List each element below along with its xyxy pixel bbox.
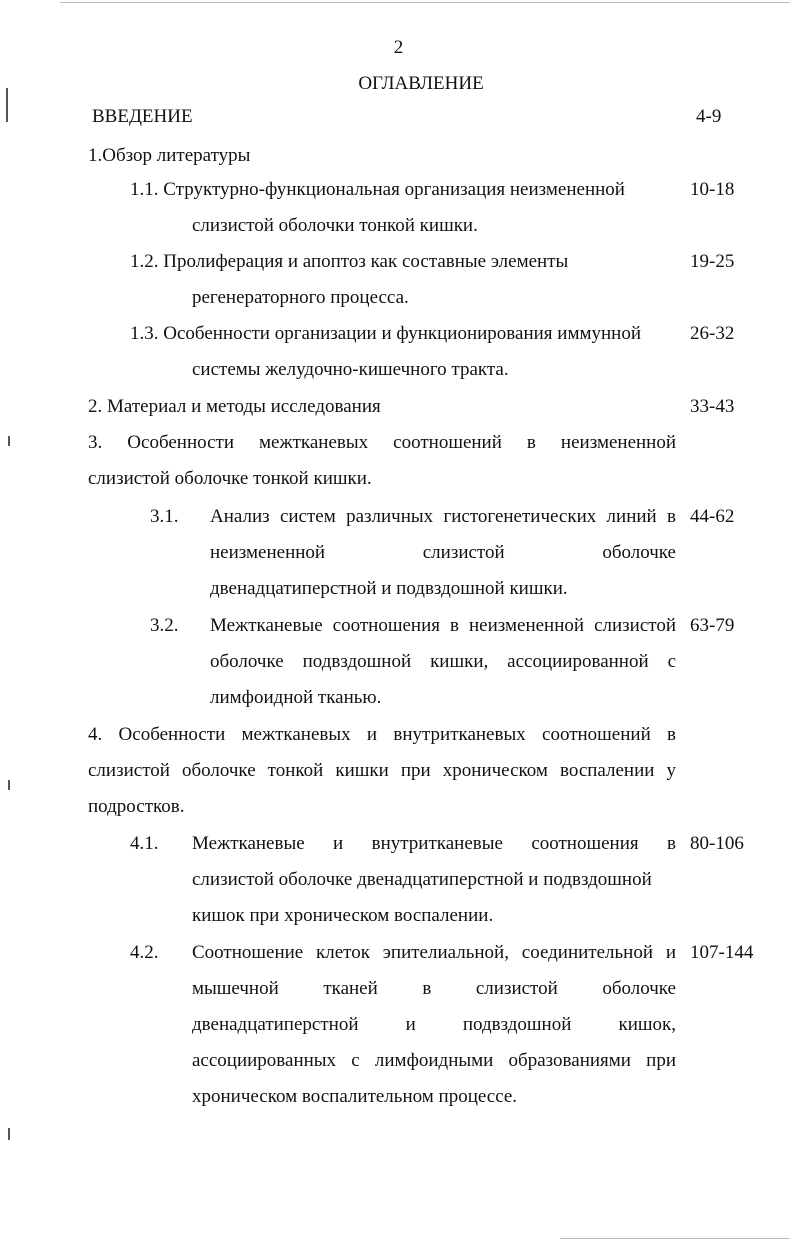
toc-ch4-s2-line5: хроническом воспалительном процессе. xyxy=(192,1086,518,1107)
toc-ch4-line1: 4. Особенности межтканевых и внутритканевых соотношений в xyxy=(88,724,676,745)
toc-ch1-s1-pages: 10-18 xyxy=(690,179,735,200)
toc-ch3-s1-line2: неизмененной слизистой оболочке xyxy=(210,542,676,563)
toc-ch1-s2-pages: 19-25 xyxy=(690,251,735,272)
toc-ch4-s1-num: 4.1. xyxy=(130,833,159,854)
toc-ch1-s1-line2: слизистой оболочки тонкой кишки. xyxy=(192,215,478,236)
toc-ch1-s2-line2: регенераторного процесса. xyxy=(192,287,409,308)
toc-ch3-s1-num: 3.1. xyxy=(150,506,179,527)
toc-ch1-s2-line1: 1.2. Пролиферация и апоптоз как составные элементы xyxy=(130,251,569,272)
toc-ch4-s2-num: 4.2. xyxy=(130,942,159,963)
toc-ch4-s2-line1: Соотношение клеток эпителиальной, соединительной и xyxy=(192,942,676,963)
toc-ch4-s1-line2: слизистой оболочке двенадцатиперстной и подвздошной xyxy=(192,869,652,890)
toc-ch4-s2-pages: 107-144 xyxy=(690,942,754,963)
toc-ch4-line3: подростков. xyxy=(88,796,185,817)
toc-ch1-s3-line1: 1.3. Особенности организации и функционирования иммунной xyxy=(130,323,641,344)
toc-ch3-s2-pages: 63-79 xyxy=(690,615,735,636)
toc-ch3-s1-line3: двенадцатиперстной и подвздошной кишки. xyxy=(210,578,568,599)
scan-mark xyxy=(8,780,10,790)
scan-edge-bottom xyxy=(560,1238,790,1239)
page-number: 2 xyxy=(393,37,404,58)
scan-mark xyxy=(8,436,10,446)
toc-ch3-s2-line2: оболочке подвздошной кишки, ассоциированной с xyxy=(210,651,676,672)
toc-ch4-s2-line2: мышечной тканей в слизистой оболочке xyxy=(192,978,676,999)
toc-ch1-s3-pages: 26-32 xyxy=(690,323,735,344)
toc-ch3-s1-pages: 44-62 xyxy=(690,506,735,527)
toc-ch1-s3-line2: системы желудочно-кишечного тракта. xyxy=(192,359,509,380)
toc-ch4-s1-pages: 80-106 xyxy=(690,833,744,854)
toc-ch3-s2-num: 3.2. xyxy=(150,615,179,636)
toc-ch4-line2: слизистой оболочке тонкой кишки при хроническом воспалении у xyxy=(88,760,676,781)
toc-ch3-s1-line1: Анализ систем различных гистогенетических линий в xyxy=(210,506,676,527)
toc-ch4-s2-line3: двенадцатиперстной и подвздошной кишок, xyxy=(192,1014,676,1035)
toc-intro-label: ВВЕДЕНИЕ xyxy=(92,106,193,127)
toc-ch4-s1-line3: кишок при хроническом воспалении. xyxy=(192,905,494,926)
toc-ch4-s2-line4: ассоциированных с лимфоидными образованиями при xyxy=(192,1050,676,1071)
toc-ch2-pages: 33-43 xyxy=(690,396,735,417)
scan-edge-top xyxy=(60,2,790,3)
toc-intro-pages: 4-9 xyxy=(696,106,722,127)
toc-ch3-s2-line3: лимфоидной тканью. xyxy=(210,687,382,708)
page-title: ОГЛАВЛЕНИЕ xyxy=(358,73,484,94)
toc-ch3-s2-line1: Межтканевые соотношения в неизмененной слизистой xyxy=(210,615,676,636)
toc-ch3-line2: слизистой оболочке тонкой кишки. xyxy=(88,468,372,489)
toc-ch1-label: 1.Обзор литературы xyxy=(88,145,251,166)
scan-mark xyxy=(8,1128,10,1140)
toc-ch1-s1-line1: 1.1. Структурно-функциональная организация неизмененной xyxy=(130,179,625,200)
toc-ch2-label: 2. Материал и методы исследования xyxy=(88,396,381,417)
toc-ch4-s1-line1: Межтканевые и внутритканевые соотношения в xyxy=(192,833,676,854)
toc-ch3-line1: 3. Особенности межтканевых соотношений в неизмененной xyxy=(88,432,676,453)
